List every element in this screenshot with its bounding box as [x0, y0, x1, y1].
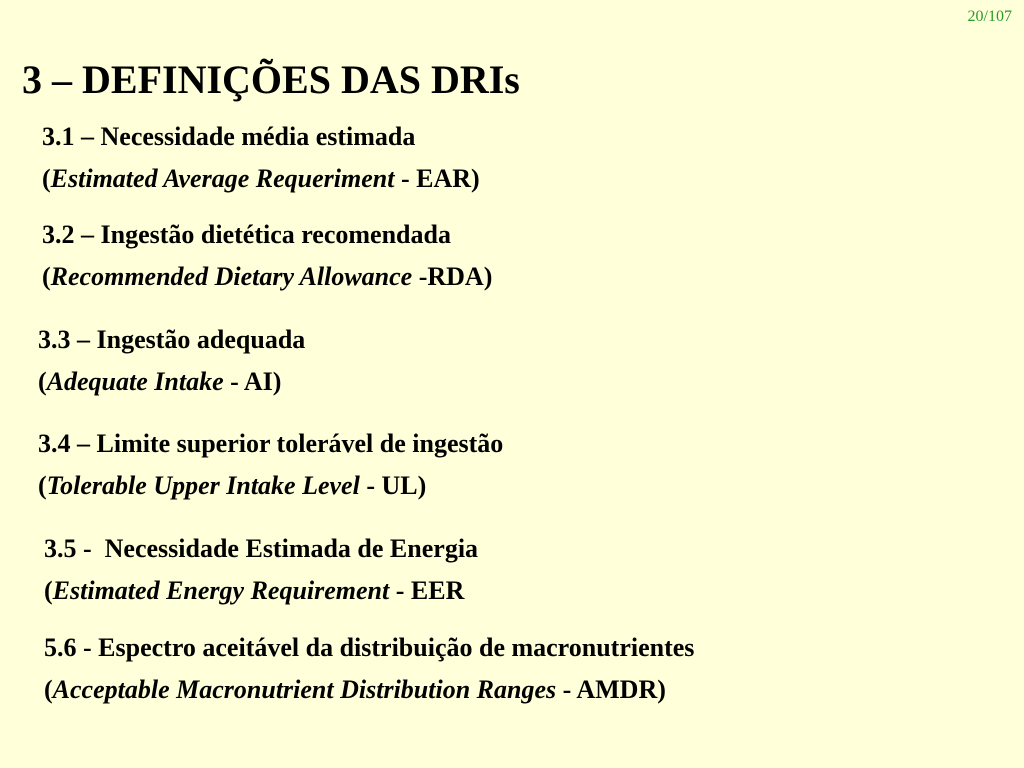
definition-heading: 3.5 - Necessidade Estimada de Energia [44, 534, 479, 563]
definition-ear [42, 116, 480, 200]
english-term: Estimated Energy Requirement [52, 576, 390, 605]
english-term: Recommended Dietary Allowance [50, 262, 413, 291]
english-term: Tolerable Upper Intake Level [46, 471, 360, 500]
definition-english: (Recommended Dietary Allowance -RDA) [42, 262, 493, 291]
definition-english: (Adequate Intake - AI) [38, 367, 282, 396]
definition-heading: 3.1 – Necessidade média estimada [42, 122, 416, 151]
definition-english: (Estimated Energy Requirement - EER [44, 576, 465, 605]
english-term: Acceptable Macronutrient Distribution Ranges [52, 675, 557, 704]
definition-heading: 5.6 - Espectro aceitável da distribuição de macronutrientes [44, 633, 695, 662]
english-term: Estimated Average Requeriment [50, 164, 395, 193]
definition-heading: 3.4 – Limite superior tolerável de ingestão [38, 429, 504, 458]
definition-eer [44, 528, 478, 612]
definition-amdr [44, 627, 694, 711]
english-term: Adequate Intake [46, 367, 224, 396]
definition-rda [42, 214, 492, 298]
definition-heading: 3.2 – Ingestão dietética recomendada [42, 220, 451, 249]
definition-english: (Estimated Average Requeriment - EAR) [42, 164, 480, 193]
slide-title: 3 – DEFINIÇÕES DAS DRIs [22, 57, 520, 102]
definition-english: (Tolerable Upper Intake Level - UL) [38, 471, 427, 500]
definition-heading: 3.3 – Ingestão adequada [38, 325, 306, 354]
definition-ai [38, 319, 305, 403]
definition-english: (Acceptable Macronutrient Distribution Ranges - AMDR) [44, 675, 666, 704]
page-number: 20/107 [967, 8, 1012, 25]
definition-ul [38, 423, 503, 507]
